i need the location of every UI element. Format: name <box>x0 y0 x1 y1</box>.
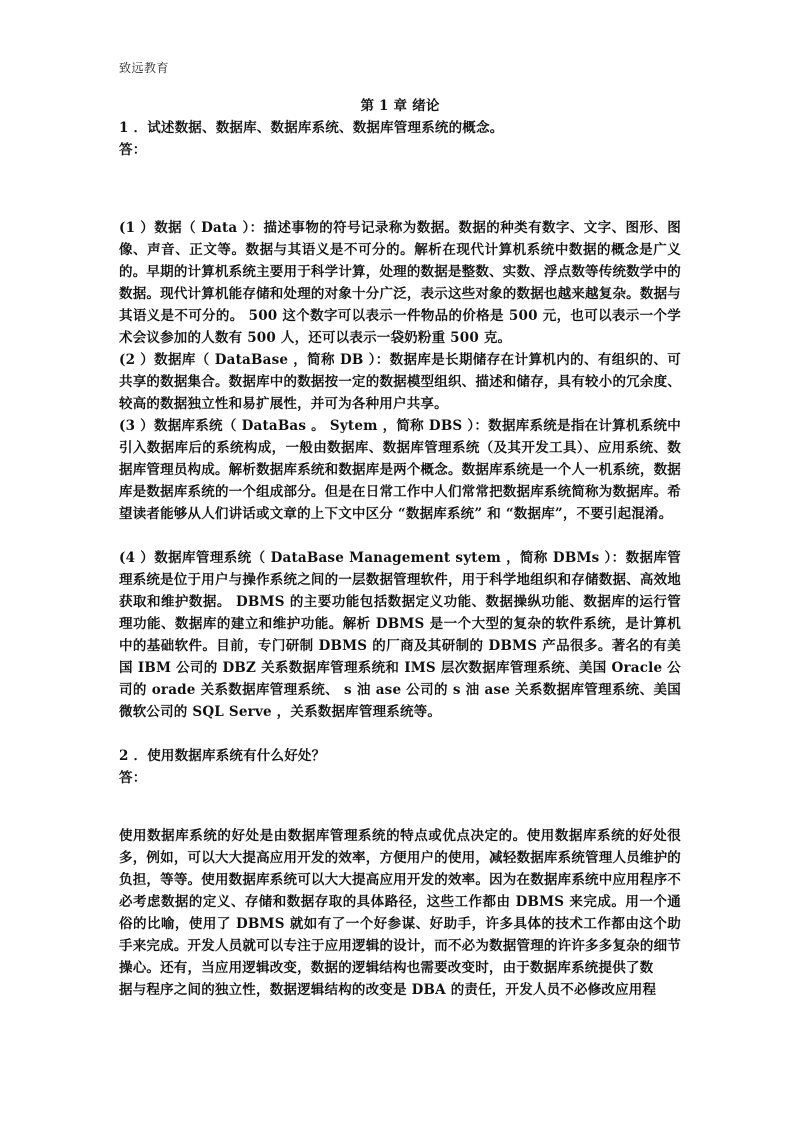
answer-1-para-dbs: (3 ）数据库系统（ DataBas 。 Sytem ，简称 DBS ）：数据库系统是指在计算机系统中引入数据库后的系统构成，一般由数据库、数据库管理系统（及其开发工具）、应用系统、数据库管理员构成。解析数据库系统和数据库是两个概念。数据库系统是一个人一机系统，数据库是数据库系统的一个组成部分。但是在日常工作中人们常常把数据库系统简称为数据库。希望读者能够从人们讲话或文章的上下文中区分 “数据库系统” 和 “数据库”，不要引起混淆。 <box>119 418 681 522</box>
spacer <box>119 789 681 825</box>
spacer <box>119 525 681 547</box>
answer-2-para-2: 据与程序之间的独立性，数据逻辑结构的改变是 DBA 的责任，开发人员不必修改应用程 <box>119 982 657 998</box>
answer-1-para-database: (2 ）数据库（ DataBase ，简称 DB ）：数据库是长期储存在计算机内的、有组织的、可共享的数据集合。数据库中的数据按一定的数据模型组织、描述和储存，具有较小的冗余度、较高的数据独立性和易扩展性，并可为各种用户共享。 <box>119 352 681 412</box>
question-1: 1 ．试述数据、数据库、数据库系统、数据库管理系统的概念。 <box>119 120 504 136</box>
answer-label-1: 答： <box>119 142 147 158</box>
chapter-title: 第 1 章 绪论 <box>360 98 440 114</box>
page-header: 致远教育 <box>119 61 170 75</box>
answer-1-para-dbms: (4 ）数据库管理系统（ DataBase Management sytem ，简称 DBMs ）：数据库管理系统是位于用户与操作系统之间的一层数据管理软件，用于科学地组织和存储数据、高效地获取和维护数据。 DBMS 的主要功能包括数据定义功能、数据操纵功能、数据库的运行管理功能、数据库的建立和维护功能。解析 DBMS 是一个大型的复杂的软件系统，是计算机中的基础软件。目前，专门研制 DBMS 的厂商及其研制的 DBMS 产品很多。著名的有美国 IBM 公司的 DBZ 关系数据库管理系统和 IMS 层次数据库管理系统、美国 Oracle 公司的 orade 关系数据库管理系统、 s 油 ase 公司的 s 油 ase 关系数据库管理系统、美国微软公司的 SQL Serve ，关系数据库管理系统等。 <box>119 550 681 720</box>
answer-2-para-1: 使用数据库系统的好处是由数据库管理系统的特点或优点决定的。使用数据库系统的好处很多，例如，可以大大提高应用开发的效率，方便用户的使用，减轻数据库系统管理人员维护的负担，等等。使用数据库系统可以大大提高应用开发的效率。因为在数据库系统中应用程序不必考虑数据的定义、存储和数据存取的具体路径，这些工作都由 DBMS 来完成。用一个通俗的比喻，使用了 DBMS 就如有了一个好参谋、好助手，许多具体的技术工作都由这个助手来完成。开发人员就可以专注于应用逻辑的设计，而不必为数据管理的许许多多复杂的细节操心。还有，当应用逻辑改变，数据的逻辑结构也需要改变时，由于数据库系统提供了数 <box>119 828 681 976</box>
document-body <box>119 95 681 1001</box>
spacer <box>119 161 681 217</box>
spacer <box>119 723 681 745</box>
answer-label-2: 答： <box>119 770 147 786</box>
question-2: 2 ．使用数据库系统有什么好处？ <box>119 748 326 764</box>
answer-1-para-data: (1 ）数据（ Data ）：描述事物的符号记录称为数据。数据的种类有数字、文字、图形、图像、声音、正文等。数据与其语义是不可分的。解析在现代计算机系统中数据的概念是广义的。早期的计算机系统主要用于科学计算，处理的数据是整数、实数、浮点数等传统数学中的数据。现代计算机能存储和处理的对象十分广泛，表示这些对象的数据也越来越复杂。数据与其语义是不可分的。 500 这个数字可以表示一件物品的价格是 500 元，也可以表示一个学术会议参加的人数有 500 人，还可以表示一袋奶粉重 500 克。 <box>119 220 681 346</box>
